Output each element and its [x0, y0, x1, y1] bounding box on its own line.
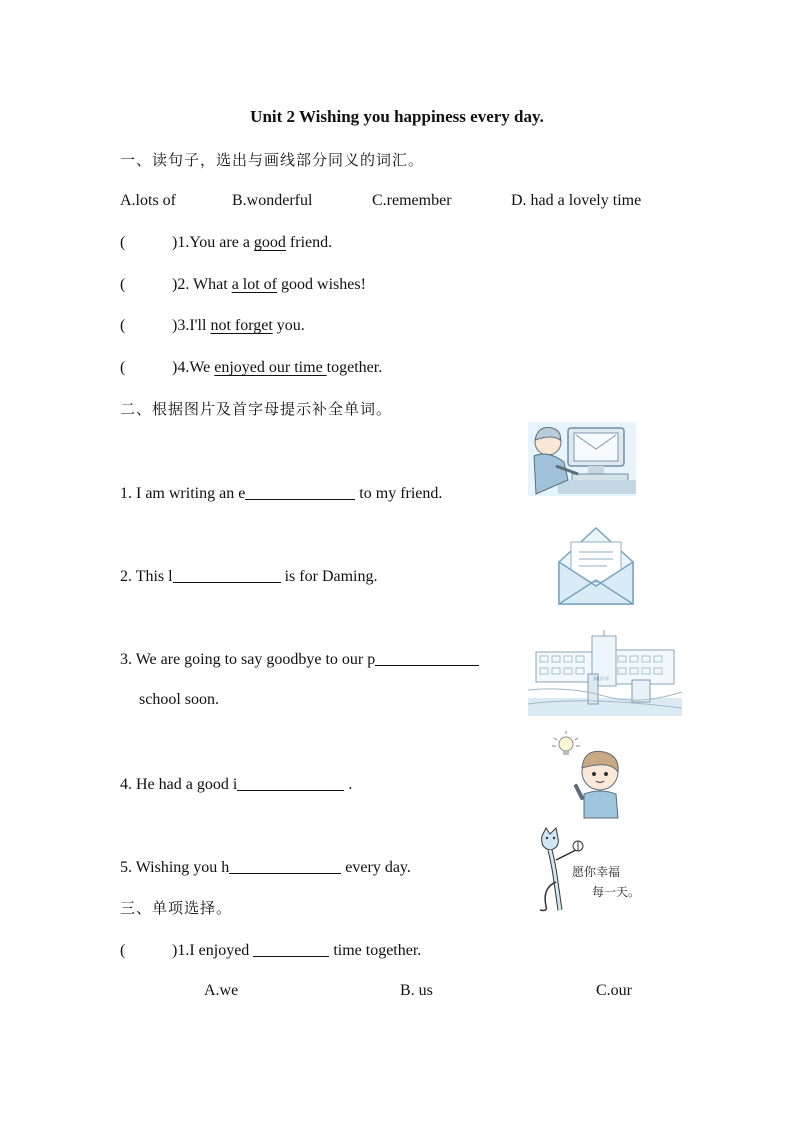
worksheet-title: Unit 2 Wishing you happiness every day.	[250, 107, 544, 126]
question-text: )1.You are a	[172, 234, 254, 251]
question-text: )3.I'll	[172, 317, 211, 334]
underlined-phrase: good	[253, 234, 286, 251]
choice-c: C.our	[596, 982, 632, 999]
option-c: C.remember	[372, 192, 452, 209]
envelope-letter-icon	[555, 524, 637, 608]
option-a: A.lots of	[120, 192, 176, 209]
option-d: D. had a lovely time	[511, 192, 642, 209]
answer-paren[interactable]: (	[120, 942, 126, 959]
school-building-icon	[528, 630, 682, 716]
question-text: every day.	[341, 859, 411, 876]
answer-paren[interactable]: (	[120, 359, 126, 376]
s1-question-1	[120, 233, 332, 253]
question-text: to my friend.	[355, 485, 443, 502]
choice-b: B. us	[400, 982, 433, 999]
question-text: time together.	[329, 942, 422, 959]
answer-paren[interactable]: (	[120, 234, 126, 251]
card-text-line1: 愿你幸福	[572, 865, 621, 879]
choice-a: A.we	[204, 982, 239, 999]
section2-heading: 二、根据图片及首字母提示补全单词。	[120, 400, 393, 418]
question-text: is for Daming.	[280, 568, 378, 585]
answer-blank[interactable]	[173, 566, 281, 583]
question-text: you.	[272, 317, 305, 334]
underlined-phrase: a lot of	[231, 276, 278, 293]
s2-question-4	[120, 774, 352, 795]
answer-blank[interactable]	[253, 940, 329, 957]
school-sign: 东阳小学	[593, 676, 609, 681]
s2-question-3-cont: school soon.	[139, 691, 219, 708]
s2-question-1	[120, 483, 442, 504]
answer-blank[interactable]	[229, 857, 341, 874]
question-text: )1.I enjoyed	[172, 942, 254, 959]
question-text: .	[344, 776, 353, 793]
question-text: 2. This l	[120, 568, 173, 585]
boy-idea-bulb-icon	[548, 728, 630, 820]
s3-question-1	[120, 940, 421, 961]
underlined-phrase: not forget	[210, 317, 273, 334]
boy-computer-email-icon	[528, 422, 636, 496]
s1-question-3	[120, 316, 305, 336]
s2-question-3	[120, 649, 479, 670]
answer-blank[interactable]	[375, 649, 479, 666]
section3-heading: 三、单项选择。	[120, 899, 233, 917]
answer-blank[interactable]	[245, 483, 355, 500]
question-text: )2. What	[172, 276, 232, 293]
s1-question-2	[120, 275, 366, 295]
question-text: )4.We	[172, 359, 215, 376]
underlined-phrase: enjoyed our time	[214, 359, 327, 376]
question-text: 1. I am writing an e	[120, 485, 246, 502]
question-text: good wishes!	[277, 276, 366, 293]
answer-paren[interactable]: (	[120, 276, 126, 293]
answer-blank[interactable]	[237, 774, 344, 791]
question-text: 4. He had a good i	[120, 776, 238, 793]
question-text: 3. We are going to say goodbye to our p	[120, 651, 376, 668]
question-text: 5. Wishing you h	[120, 859, 230, 876]
s2-question-5	[120, 857, 411, 878]
answer-paren[interactable]: (	[120, 317, 126, 334]
question-text: together.	[326, 359, 383, 376]
section1-heading: 一、读句子，选出与画线部分同义的词汇。	[120, 151, 425, 169]
s2-question-2	[120, 566, 377, 587]
cat-wishing-card-icon	[536, 826, 642, 912]
option-b: B.wonderful	[232, 192, 313, 209]
question-text: friend.	[285, 234, 333, 251]
s1-question-4	[120, 358, 382, 378]
card-text-line2: 每一天。	[592, 885, 641, 899]
